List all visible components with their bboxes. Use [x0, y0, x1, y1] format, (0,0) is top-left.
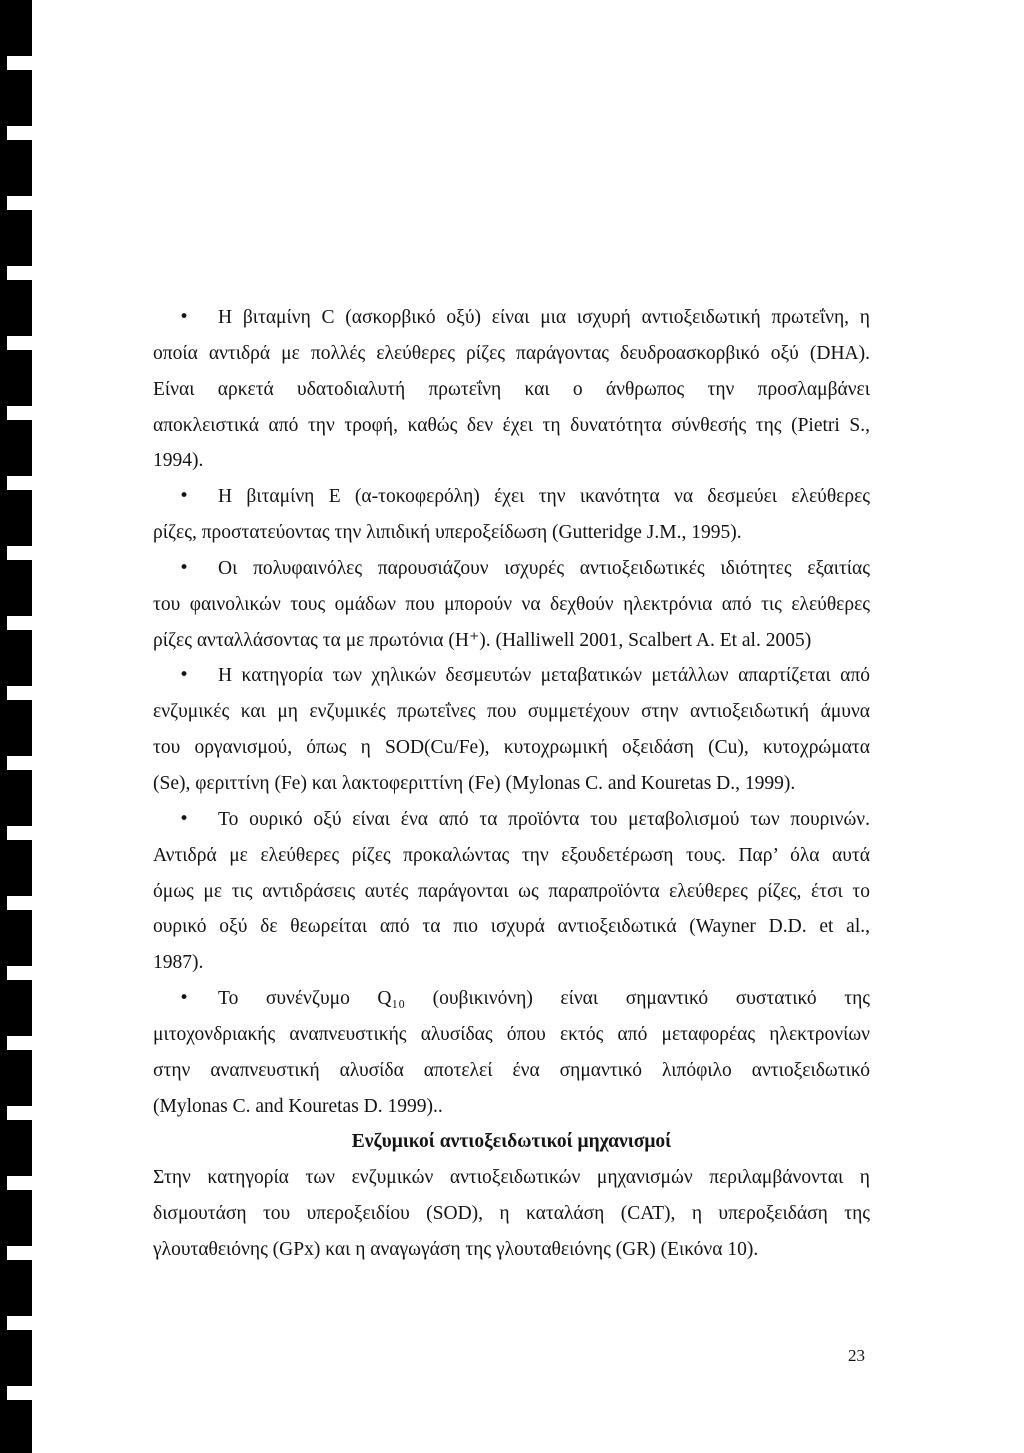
line-text: ενζυμικές και μη ενζυμικές πρωτεΐνες που συμμετέχουν στην αντιοξειδωτική άμυνα: [153, 701, 870, 723]
line-text: 1994).: [153, 450, 204, 472]
text-line: [153, 551, 870, 587]
list-item: [153, 551, 870, 659]
list-item: [153, 300, 870, 479]
text-line: [153, 1160, 870, 1196]
text-line: [153, 372, 870, 408]
line-text: δισμουτάση του υπεροξειδίου (SOD), η καταλάση (CAT), η υπεροξειδάση της: [153, 1203, 870, 1225]
text-line: [153, 1232, 870, 1268]
bullet-marker: •: [179, 307, 190, 327]
line-text: Είναι αρκετά υδατοδιαλυτή πρωτεΐνη και ο άνθρωπος την προσλαμβάνει: [153, 378, 870, 400]
text-line: [153, 1017, 870, 1053]
line-text: του φαινολικών τους ομάδων που μπορούν να δεχθούν ηλεκτρόνια από τις ελεύθερες: [153, 593, 870, 615]
line-text: γλουταθειόνης (GPx) και η αναγωγάση της γλουταθειόνης (GR) (Εικόνα 10).: [153, 1238, 759, 1260]
line-text: ουρικό οξύ δε θεωρείται από τα πιο ισχυρά αντιοξειδωτικά (Wayner D.D. et al.,: [153, 916, 870, 938]
section-heading: Ενζυμικοί αντιοξειδωτικοί μηχανισμοί: [351, 1131, 672, 1153]
text-line: [153, 300, 870, 336]
text-line: [153, 802, 870, 838]
text-line: [153, 1089, 870, 1125]
text-line: [153, 945, 870, 981]
line-text: ρίζες ανταλλάσοντας τα με πρωτόνια (H⁺). (Halliwell 2001, Scalbert A. Et al. 2005): [153, 629, 812, 651]
text-line: [153, 515, 870, 551]
line-text: Η κατηγορία των χηλικών δεσμευτών μεταβατικών μετάλλων απαρτίζεται από: [218, 665, 870, 687]
text-line: [153, 766, 870, 802]
scan-binding-strip: [0, 0, 32, 1453]
line-text: (Se), φεριττίνη (Fe) και λακτοφεριττίνη (Fe) (Mylonas C. and Kouretas D., 1999).: [153, 772, 796, 794]
page-number: 23: [848, 1346, 865, 1365]
text-line: [153, 408, 870, 444]
line-text: μιτοχονδριακής αναπνευστικής αλυσίδας όπου εκτός από μεταφορέας ηλεκτρονίων: [153, 1023, 870, 1045]
text-line: [153, 838, 870, 874]
line-text: Αντιδρά με ελεύθερες ρίζες προκαλώντας την εξουδετέρωση τους. Παρ’ όλα αυτά: [153, 844, 870, 866]
text-line: [153, 730, 870, 766]
bullet-marker: •: [179, 988, 190, 1009]
line-text: Η βιταμίνη E (α-τοκοφερόλη) έχει την ικανότητα να δεσμεύει ελεύθερες: [218, 486, 870, 508]
line-text: Η βιταμίνη C (ασκορβικό οξύ) είναι μια ισχυρή αντιοξειδωτική πρωτεΐνη, η: [218, 307, 870, 328]
list-item: [153, 479, 870, 551]
body-text: [153, 300, 870, 1268]
text-line: [153, 909, 870, 945]
line-text: οποία αντιδρά με πολλές ελεύθερες ρίζες παράγοντας δευδροασκορβικό οξύ (DHA).: [153, 342, 870, 364]
text-line: [153, 658, 870, 694]
bullet-marker: •: [179, 486, 190, 507]
list-item: [153, 658, 870, 801]
bullet-marker: •: [179, 557, 190, 578]
list-item: [153, 802, 870, 981]
text-line: [153, 587, 870, 623]
text-line: [153, 479, 870, 515]
text-line: [153, 874, 870, 910]
text-line: [153, 623, 870, 659]
line-text: Το συνένζυμο Q₁₀ (ουβικινόνη) είναι σημαντικό συστατικό της: [218, 988, 870, 1010]
line-text: Το ουρικό οξύ είναι ένα από τα προϊόντα του μεταβολισμού των πουρινών.: [218, 808, 870, 830]
line-text: Στην κατηγορία των ενζυμικών αντιοξειδωτικών μηχανισμών περιλαμβάνονται η: [153, 1167, 870, 1189]
text-line: [153, 1196, 870, 1232]
line-text: 1987).: [153, 952, 204, 974]
list-item: [153, 981, 870, 1124]
line-text: Οι πολυφαινόλες παρουσιάζουν ισχυρές αντιοξειδωτικές ιδιότητες εξαιτίας: [218, 557, 870, 579]
section-paragraph: [153, 1160, 870, 1268]
text-line: [153, 694, 870, 730]
bullet-marker: •: [179, 665, 190, 686]
bullet-marker: •: [179, 808, 190, 829]
text-line: [153, 443, 870, 479]
line-text: (Mylonas C. and Kouretas D. 1999)..: [153, 1095, 443, 1117]
line-text: όμως με τις αντιδράσεις αυτές παράγονται ως παραπροϊόντα ελεύθερες ρίζες, έτσι το: [153, 880, 870, 902]
text-line: [153, 336, 870, 372]
text-line: [153, 981, 870, 1017]
line-text: στην αναπνευστική αλυσίδα αποτελεί ένα σημαντικό λιπόφιλο αντιοξειδωτικό: [153, 1059, 870, 1081]
line-text: αποκλειστικά από την τροφή, καθώς δεν έχει τη δυνατότητα σύνθεσής της (Pietri S.,: [153, 414, 870, 436]
line-text: του οργανισμού, όπως η SOD(Cu/Fe), κυτοχρωμική οξειδάση (Cu), κυτοχρώματα: [153, 737, 870, 759]
line-text: ρίζες, προστατεύοντας την λιπιδική υπεροξείδωση (Gutteridge J.M., 1995).: [153, 522, 742, 544]
text-line: [153, 1053, 870, 1089]
